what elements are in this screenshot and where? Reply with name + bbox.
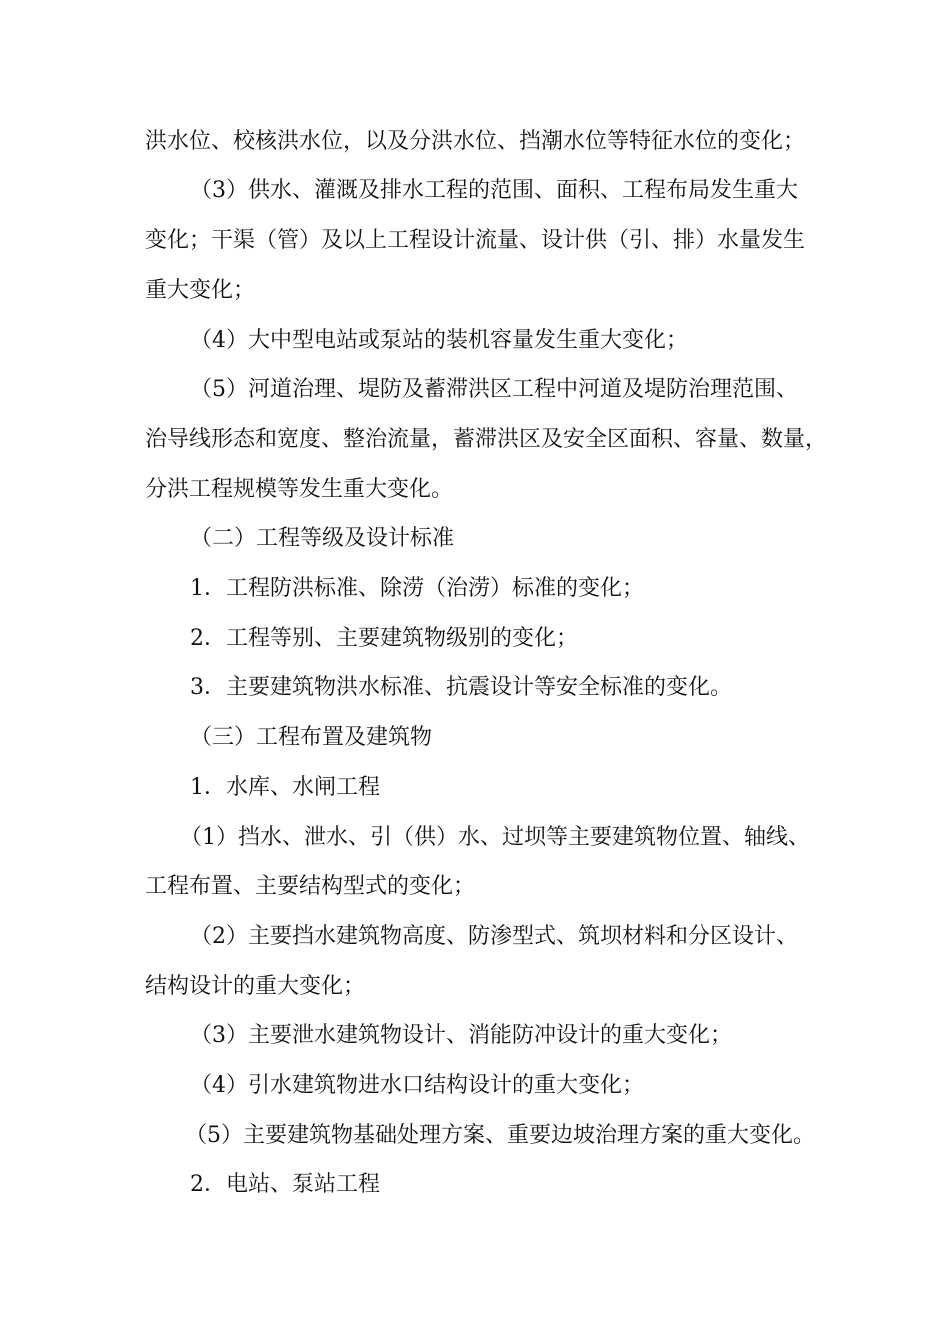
text-line-1: 洪水位、校核洪水位，以及分洪水位、挡潮水位等特征水位的变化； xyxy=(145,129,806,154)
section-heading-3: （三）工程布置及建筑物 xyxy=(190,725,433,750)
text-line-2: （3）供水、灌溉及排水工程的范围、面积、工程布局发生重大 xyxy=(190,178,798,203)
text-line-5: （4）大中型电站或泵站的装机容量发生重大变化； xyxy=(190,328,688,353)
text-line-21: （5）主要建筑物基础处理方案、重要边坡治理方案的重大变化。 xyxy=(185,1123,815,1148)
text-line-11: 2．工程等别、主要建筑物级别的变化； xyxy=(190,626,578,651)
text-line-8: 分洪工程规模等发生重大变化。 xyxy=(145,477,454,502)
text-line-10: 1．工程防洪标准、除涝（治涝）标准的变化； xyxy=(190,576,644,601)
subsection-heading-1: 1．水库、水闸工程 xyxy=(190,775,380,800)
text-line-16: 工程布置、主要结构型式的变化； xyxy=(145,874,476,899)
text-line-20: （4）引水建筑物进水口结构设计的重大变化； xyxy=(190,1073,644,1098)
text-line-17: （2）主要挡水建筑物高度、防渗型式、筑坝材料和分区设计、 xyxy=(190,924,798,949)
text-line-19: （3）主要泄水建筑物设计、消能防冲设计的重大变化； xyxy=(190,1023,732,1048)
text-line-6: （5）河道治理、堤防及蓄滞洪区工程中河道及堤防治理范围、 xyxy=(190,377,798,402)
text-line-15: （1）挡水、泄水、引（供）水、过坝等主要建筑物位置、轴线、 xyxy=(180,825,810,850)
text-line-7: 治导线形态和宽度、整治流量，蓄滞洪区及安全区面积、容量、数量， xyxy=(145,427,828,452)
text-line-4: 重大变化； xyxy=(145,278,256,303)
section-heading-2: （二）工程等级及设计标准 xyxy=(190,526,455,551)
text-line-18: 结构设计的重大变化； xyxy=(145,974,366,999)
subsection-heading-2: 2．电站、泵站工程 xyxy=(190,1172,380,1197)
text-line-3: 变化；干渠（管）及以上工程设计流量、设计供（引、排）水量发生 xyxy=(145,228,806,253)
text-line-12: 3．主要建筑物洪水标准、抗震设计等安全标准的变化。 xyxy=(190,675,732,700)
